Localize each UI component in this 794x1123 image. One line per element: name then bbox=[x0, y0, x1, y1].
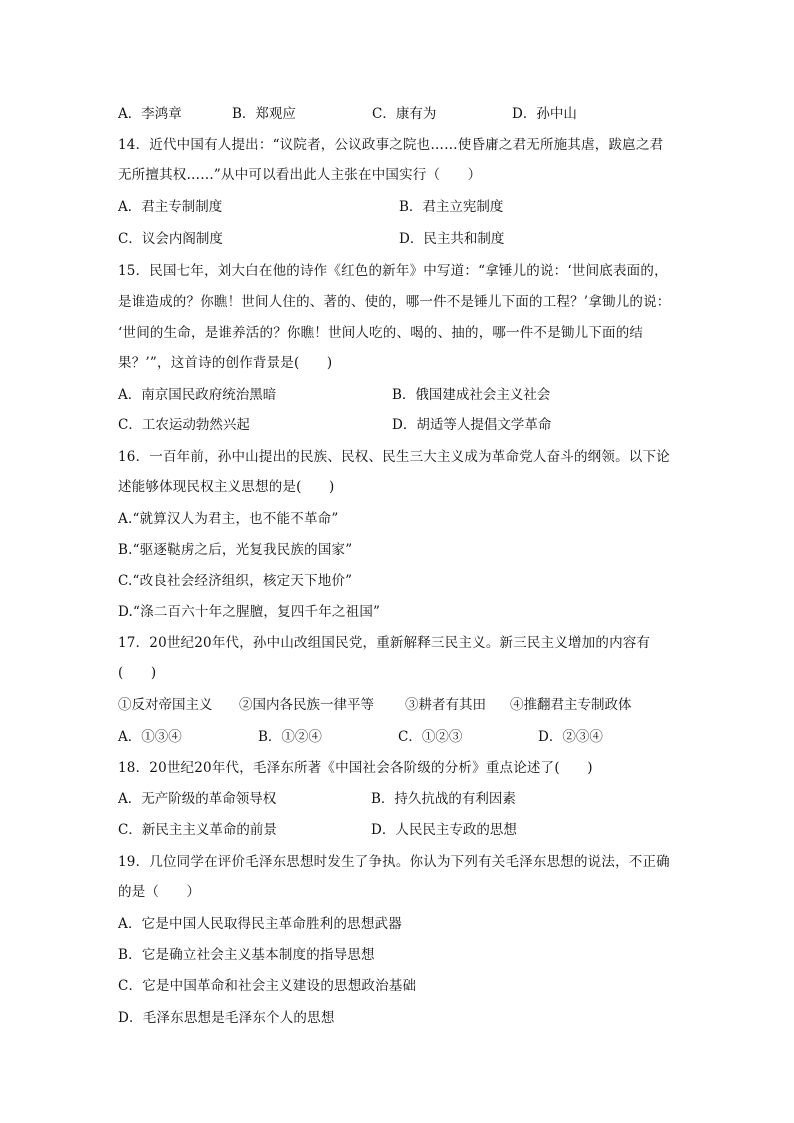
q17-stem-line-2: ( ) bbox=[118, 665, 157, 681]
q16-option-a: A.“就算汉人为君主，也不能不革命” bbox=[118, 511, 339, 527]
q17-option-c: C．①②③ bbox=[398, 729, 463, 745]
q14-option-d: D．民主共和制度 bbox=[399, 231, 505, 247]
q14-option-c: C．议会内阁制度 bbox=[118, 231, 223, 247]
q16-stem-line-1: 16．一百年前，孙中山提出的民族、民权、民生三大主义成为革命党人奋斗的纲领。以下论 bbox=[118, 449, 670, 465]
q17-item-1: ①反对帝国主义 bbox=[118, 697, 213, 713]
q15-stem-line-1: 15．民国七年，刘大白在他的诗作《红色的新年》中写道：“拿锤儿的说：‘世间底表面的， bbox=[118, 263, 668, 279]
q19-stem-line-1: 19．几位同学在评价毛泽东思想时发生了争执。你认为下列有关毛泽东思想的说法，不正确 bbox=[118, 854, 670, 870]
q19-option-c: C．它是中国革命和社会主义建设的思想政治基础 bbox=[118, 978, 417, 994]
q19-option-b: B．它是确立社会主义基本制度的指导思想 bbox=[118, 947, 375, 963]
q13-option-b: B．郑观应 bbox=[232, 106, 296, 122]
q18-option-a: A．无产阶级的革命领导权 bbox=[118, 791, 277, 807]
q18-stem-line-1: 18．20世纪20年代，毛泽东所著《中国社会各阶级的分析》重点论述了( ) bbox=[118, 760, 593, 776]
q14-stem-line-1: 14．近代中国有人提出：“议院者，公议政事之院也……使昏庸之君无所施其虐，跋扈之君 bbox=[118, 137, 664, 153]
q18-option-d: D．人民民主专政的思想 bbox=[371, 822, 517, 838]
q15-stem-line-3: ‘世间的生命，是谁养活的？你瞧！世间人吃的、喝的、抽的，哪一件不是锄儿下面的结 bbox=[118, 325, 644, 341]
q13-option-c: C．康有为 bbox=[372, 106, 437, 122]
q19-stem-line-2: 的是（ ） bbox=[118, 884, 201, 900]
q13-option-d: D．孙中山 bbox=[512, 106, 577, 122]
q18-option-c: C．新民主主义革命的前景 bbox=[118, 822, 277, 838]
q18-option-b: B．持久抗战的有利因素 bbox=[371, 791, 516, 807]
q17-option-d: D．②③④ bbox=[538, 729, 603, 745]
q15-option-b: B．俄国建成社会主义社会 bbox=[392, 387, 551, 403]
q17-item-3: ③耕者有其田 bbox=[405, 697, 486, 713]
q16-option-b: B.“驱逐鞑虏之后，光复我民族的国家” bbox=[118, 542, 353, 558]
q14-option-b: B．君主立宪制度 bbox=[399, 199, 504, 215]
q14-stem-line-2: 无所擅其权……”从中可以看出此人主张在中国实行（ ） bbox=[118, 167, 482, 183]
q17-item-2: ②国内各民族一律平等 bbox=[239, 697, 374, 713]
q15-stem-line-2: 是谁造成的？你瞧！世间人住的、著的、使的，哪一件不是锤儿下面的工程？’拿锄儿的说： bbox=[118, 294, 671, 310]
q13-option-a: A．李鸿章 bbox=[118, 106, 182, 122]
q17-stem-line-1: 17．20世纪20年代，孙中山改组国民党，重新解释三民主义。新三民主义增加的内容有 bbox=[118, 635, 651, 651]
q17-option-b: B．①②④ bbox=[258, 729, 322, 745]
q15-option-c: C．工农运动勃然兴起 bbox=[118, 417, 250, 433]
q19-option-d: D．毛泽东思想是毛泽东个人的思想 bbox=[118, 1010, 335, 1026]
q15-option-d: D．胡适等人提倡文学革命 bbox=[392, 417, 552, 433]
q14-option-a: A．君主专制制度 bbox=[118, 199, 223, 215]
q17-option-a: A．①③④ bbox=[118, 729, 182, 745]
q15-option-a: A．南京国民政府统治黑暗 bbox=[118, 387, 277, 403]
q16-option-d: D.“涤二百六十年之腥膻，复四千年之祖国” bbox=[118, 604, 381, 620]
q17-item-4: ④推翻君主专制政体 bbox=[510, 697, 632, 713]
q16-stem-line-2: 述能够体现民权主义思想的是( ) bbox=[118, 479, 335, 495]
q16-option-c: C.“改良社会经济组织，核定天下地价” bbox=[118, 573, 353, 589]
q15-stem-line-4: 果？’”，这首诗的创作背景是( ) bbox=[118, 355, 333, 371]
q19-option-a: A．它是中国人民取得民主革命胜利的思想武器 bbox=[118, 916, 402, 932]
